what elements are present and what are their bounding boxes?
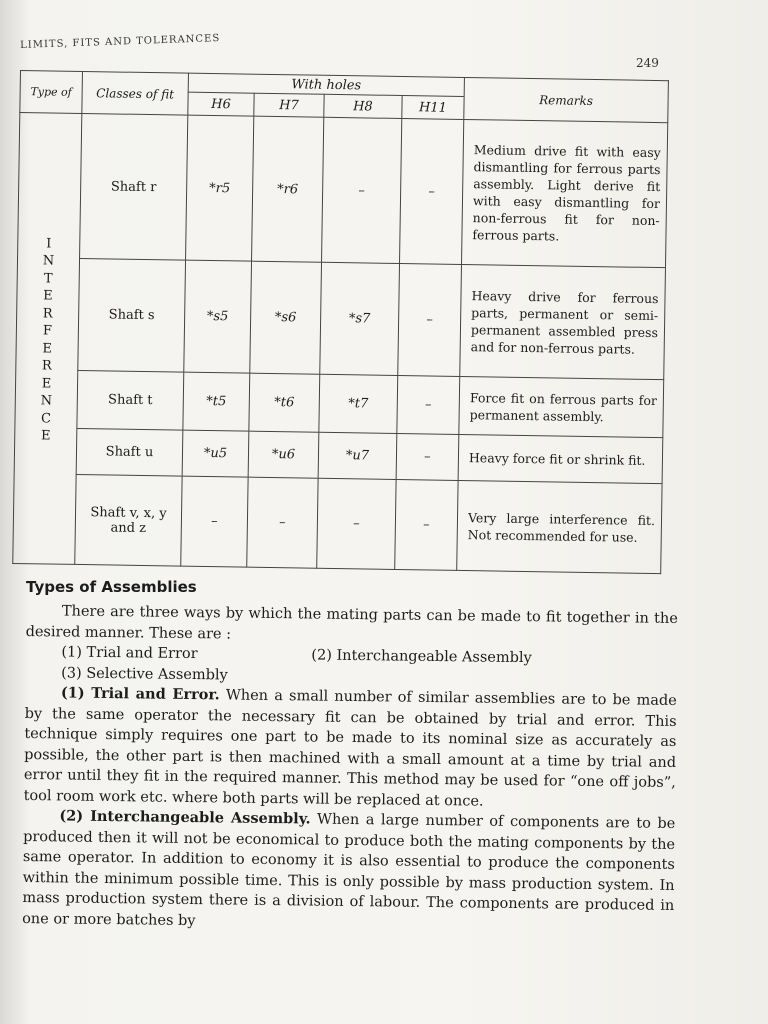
page-number: 249 <box>636 56 659 70</box>
grade-cell: – <box>398 263 462 376</box>
table-row <box>16 257 666 379</box>
shaft-cell: Shaft v, x, y and z <box>75 474 182 566</box>
shaft-cell: Shaft u <box>76 428 183 476</box>
remark-cell: Medium drive fit with easy dismantling for ferrous parts assembly. Light derive fit with easy dismantling for non-ferrous fit for non-ferrous parts. <box>462 119 668 267</box>
grade-cell: *s6 <box>250 261 322 374</box>
list-item: (3) Selective Assembly <box>61 664 228 683</box>
grade-cell: *u6 <box>248 431 319 478</box>
shaft-cell: Shaft s <box>78 258 186 372</box>
trial-and-error-paragraph <box>23 683 676 814</box>
grade-cell: – <box>396 433 459 480</box>
table-row <box>18 113 668 268</box>
grade-cell: – <box>395 479 458 570</box>
header-type-of: Type of <box>20 71 83 114</box>
grade-cell: *r5 <box>186 115 254 261</box>
header-hole-h8: H8 <box>324 94 402 118</box>
grade-cell: *r6 <box>252 116 324 262</box>
header-hole-h6: H6 <box>188 92 254 116</box>
grade-cell: – <box>181 476 248 567</box>
header-with-holes: With holes <box>188 73 464 96</box>
grade-cell: *u5 <box>182 430 249 477</box>
grade-cell: – <box>400 119 464 265</box>
remark-cell: Heavy force fit or shrink fit. <box>458 434 663 483</box>
grade-cell: *s7 <box>320 262 400 375</box>
section-body <box>22 601 678 937</box>
table-row <box>13 473 662 573</box>
paragraph-text: When a small number of similar assemblies are to be made by the same operator the necessary fit can be obtained by trial and error. This technique simply requires one part to be made to its nominal size as accurately as possible, the other part is then machined with a small amount at a time by trial and error until they fit in the required manner. This method may be used for “one off jobs”, tool room work etc. where both parts will be replaced at once. <box>23 687 677 810</box>
fits-table <box>12 70 669 574</box>
paragraph-text: When a large number of components are to be produced then it will not be economical to produce both the mating components by the same operator. In addition to economy it is also essential to produce the components within the minimum possible time. This is only possible by mass production system. In mass production system there is a division of labour. The components are produced in one or more batches by <box>22 811 676 929</box>
section-heading: Types of Assemblies <box>26 578 197 596</box>
fits-table-wrapper <box>12 70 668 574</box>
grade-cell: – <box>317 478 396 569</box>
paragraph-lead: (2) Interchangeable Assembly. <box>59 807 311 828</box>
grade-cell: *t6 <box>249 373 320 432</box>
grade-cell: – <box>397 375 460 434</box>
remark-cell: Very large interference fit. Not recommended for use. <box>457 480 662 573</box>
header-hole-h7: H7 <box>254 93 324 117</box>
header-classes-of-fit: Classes of fit <box>82 71 189 115</box>
running-head: LIMITS, FITS AND TOLERANCES <box>20 33 221 51</box>
grade-cell: *u7 <box>318 432 397 479</box>
header-hole-h11: H11 <box>402 96 464 120</box>
grade-cell: – <box>322 117 402 263</box>
intro-paragraph: There are three ways by which the mating parts can be made to fit together in the desired manner. These are : <box>25 603 678 643</box>
remark-cell: Force fit on ferrous parts for permanent assembly. <box>459 376 664 437</box>
shaft-cell: Shaft t <box>77 370 184 430</box>
remark-cell: Heavy drive for ferrous parts, permanent or semi-permanent assembled press and for non-ferrous parts. <box>460 264 666 379</box>
type-interference-label: I N T E R F E R E N C E <box>13 113 82 565</box>
grade-cell: *t5 <box>183 372 250 431</box>
list-item: (2) Interchangeable Assembly <box>311 647 532 667</box>
table-row <box>15 369 664 437</box>
header-remarks: Remarks <box>464 77 669 122</box>
list-item: (1) Trial and Error <box>61 644 198 663</box>
interchangeable-paragraph <box>22 806 675 937</box>
grade-cell: *s5 <box>184 260 252 373</box>
grade-cell: *t7 <box>319 374 398 433</box>
paragraph-lead: (1) Trial and Error. <box>60 684 220 704</box>
grade-cell: – <box>247 477 318 568</box>
shaft-cell: Shaft r <box>80 113 188 260</box>
